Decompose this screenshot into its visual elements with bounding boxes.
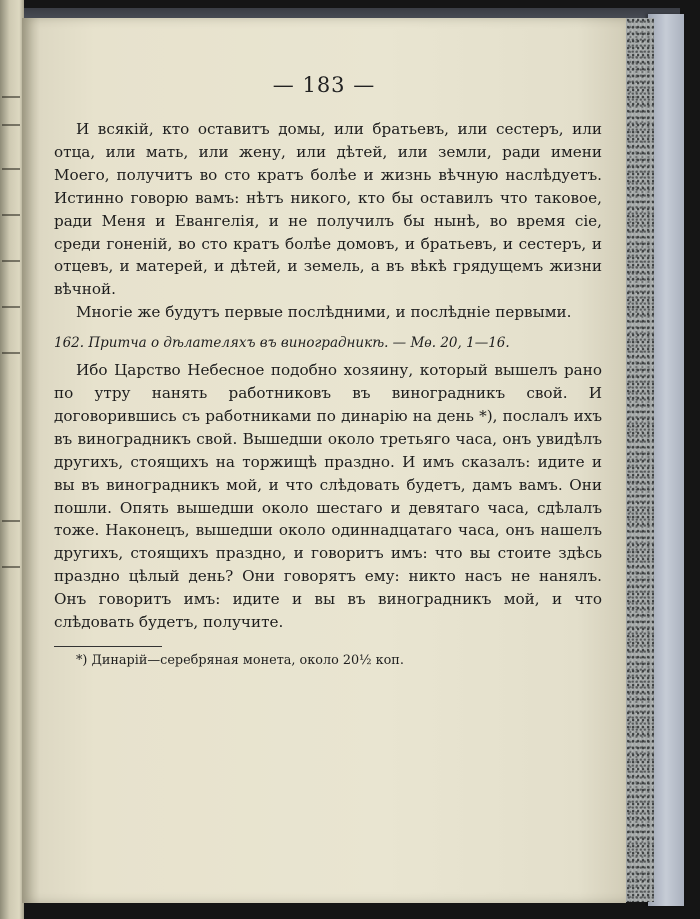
bleed-mark xyxy=(2,306,20,308)
bleed-mark xyxy=(2,260,20,262)
section-heading: 162. Притча о дѣлателяхъ въ виноградникѣ. — Мѳ. 20, 1—16. xyxy=(54,335,510,352)
footnote-rule xyxy=(54,646,162,647)
bleed-mark xyxy=(2,214,20,216)
page-number: — 183 — xyxy=(272,73,376,97)
bleed-mark xyxy=(2,124,20,126)
bleed-mark xyxy=(2,566,20,568)
page-block-edge xyxy=(622,18,654,902)
paragraph-parable: Ибо Царство Небесное подобно хозяину, который вышелъ рано по утру нанять работниковъ въ виноградникъ свой. И договорившись съ работниками по динарію на день *), послалъ ихъ въ виноградникъ свой. Вышедши около третьяго часа, онъ увидѣлъ другихъ, стоящихъ на торжищѣ праздно. И имъ сказалъ: идите и вы въ виноградникъ мой, и что слѣдовать будетъ, дамъ вамъ. Они пошли. Опять вышедши около шестаго и девятаго часа, сдѣлалъ тоже. Наконецъ, вышедши около одиннадцатаго часа, онъ нашелъ другихъ, стоящихъ праздно, и говоритъ имъ: что вы стоите здѣсь праздно цѣлый день? Они говорятъ ему: никто насъ не нанялъ. Онъ говоритъ имъ: идите и вы въ виноградникъ мой, и что слѣдовать будетъ, получите. xyxy=(54,361,602,632)
bleed-mark xyxy=(2,96,20,98)
facing-page-edge xyxy=(0,0,24,919)
bleed-mark xyxy=(2,168,20,170)
book-page xyxy=(22,18,626,903)
bleed-mark xyxy=(2,352,20,354)
bleed-mark xyxy=(2,520,20,522)
page-body xyxy=(54,118,602,669)
footnote: *) Динарій—серебряная монета, около 20½ коп. xyxy=(76,652,404,668)
paragraph-first-last: Многіе же будутъ первые послѣдними, и послѣдніе первыми. xyxy=(76,303,572,322)
paragraph-reward: И всякій, кто оставитъ домы, или братьевъ, или сестеръ, или отца, или мать, или жену, или дѣтей, или земли, ради имени Моего, получитъ во сто кратъ болѣе и жизнь вѣчную наслѣдуетъ. Истинно говорю вамъ: нѣтъ никого, кто бы оставилъ что таковое, ради Меня и Евангелія, и не получилъ бы нынѣ, во время сіе, среди гоненій, во сто кратъ болѣе домовъ, и братьевъ, и сестеръ, и отцевъ, и матерей, и дѣтей, и земель, а въ вѣкѣ грядущемъ жизни вѣчной. xyxy=(54,120,602,299)
